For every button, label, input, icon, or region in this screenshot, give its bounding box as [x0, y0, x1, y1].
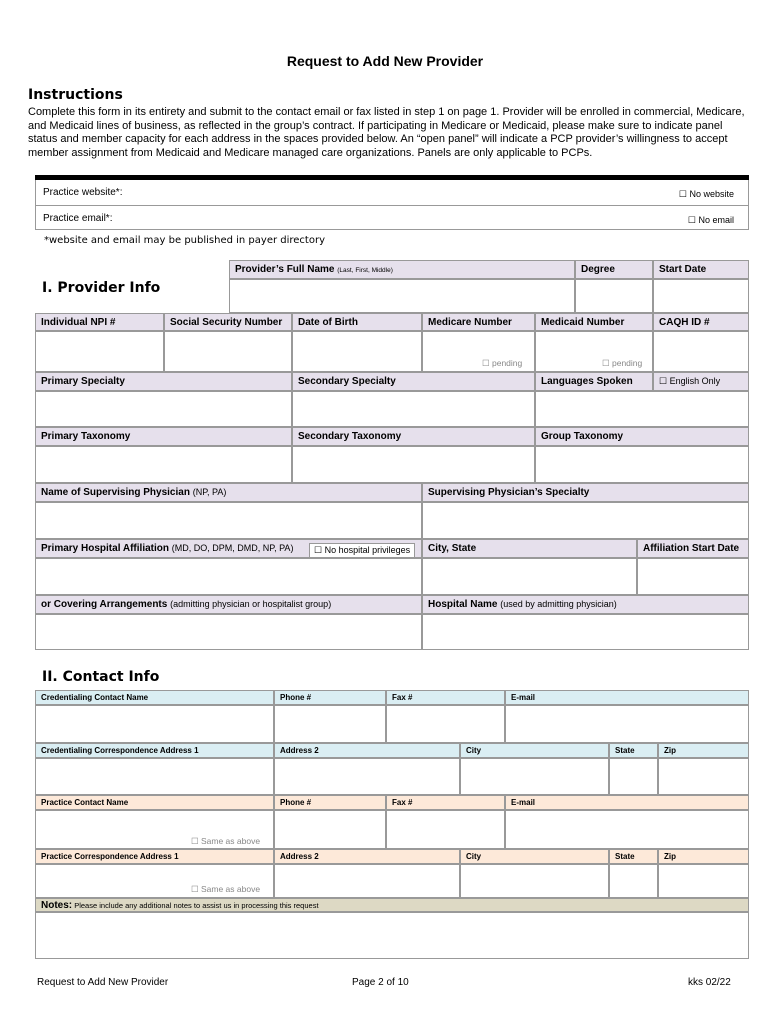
- practice-address-header: Practice Correspondence Address 1: [35, 849, 274, 864]
- no-email-checkbox[interactable]: ☐ No email: [687, 215, 734, 225]
- full-name-field[interactable]: [229, 279, 575, 313]
- hospital-name-field[interactable]: [422, 614, 749, 650]
- same-as-above-checkbox[interactable]: ☐ Same as above: [191, 836, 261, 846]
- cred-address-header: Credentialing Correspondence Address 1: [35, 743, 274, 758]
- notes-field[interactable]: [35, 912, 749, 959]
- same-as-above-label: Same as above: [200, 884, 261, 894]
- cred-city-header: City: [460, 743, 609, 758]
- practice-state-header: State: [609, 849, 658, 864]
- languages-field[interactable]: [535, 391, 749, 427]
- same-as-above-checkbox-2[interactable]: ☐ Same as above: [191, 884, 261, 894]
- practice-fax-field[interactable]: [386, 810, 505, 849]
- practice-email-header: E-mail: [505, 795, 749, 810]
- practice-website-label: Practice website*:: [43, 187, 123, 198]
- practice-website-row[interactable]: [36, 180, 748, 205]
- notes-header: Notes: Please include any additional notes to assist us in processing this request: [35, 898, 749, 912]
- primary-taxonomy-header: Primary Taxonomy: [35, 427, 292, 446]
- start-date-field[interactable]: [653, 279, 749, 313]
- no-website-checkbox[interactable]: ☐ No website: [678, 189, 734, 199]
- cred-fax-field[interactable]: [386, 705, 505, 743]
- covering-field[interactable]: [35, 614, 422, 650]
- affiliation-start-field[interactable]: [637, 558, 749, 595]
- supervising-name-field[interactable]: [35, 502, 422, 539]
- supervising-name-header: Name of Supervising Physician (NP, PA): [35, 483, 422, 502]
- hospital-affiliation-field[interactable]: [35, 558, 422, 595]
- group-taxonomy-header: Group Taxonomy: [535, 427, 749, 446]
- secondary-specialty-header: Secondary Specialty: [292, 372, 535, 391]
- practice-city-header: City: [460, 849, 609, 864]
- ssn-field[interactable]: [164, 331, 292, 372]
- email-header: E-mail: [505, 690, 749, 705]
- no-email-label: No email: [698, 215, 734, 225]
- languages-header: Languages Spoken: [535, 372, 653, 391]
- medicaid-header: Medicaid Number: [535, 313, 653, 331]
- primary-taxonomy-field[interactable]: [35, 446, 292, 483]
- practice-email-label: Practice email*:: [43, 213, 113, 224]
- primary-specialty-field[interactable]: [35, 391, 292, 427]
- fax-header: Fax #: [386, 690, 505, 705]
- directory-note: *website and email may be published in payer directory: [44, 235, 325, 246]
- supervising-specialty-field[interactable]: [422, 502, 749, 539]
- page-title: Request to Add New Provider: [286, 53, 484, 69]
- practice-phone-header: Phone #: [274, 795, 386, 810]
- affiliation-start-header: Affiliation Start Date: [637, 539, 749, 558]
- covering-header: or Covering Arrangements (admitting physician or hospitalist group): [35, 595, 422, 614]
- degree-field[interactable]: [575, 279, 653, 313]
- cred-contact-header: Credentialing Contact Name: [35, 690, 274, 705]
- ssn-header: Social Security Number: [164, 313, 292, 331]
- city-state-field[interactable]: [422, 558, 637, 595]
- practice-email-row[interactable]: [36, 205, 748, 230]
- secondary-taxonomy-field[interactable]: [292, 446, 535, 483]
- english-only-label: English Only: [669, 376, 721, 386]
- hospital-name-header: Hospital Name (used by admitting physician): [422, 595, 749, 614]
- group-taxonomy-field[interactable]: [535, 446, 749, 483]
- degree-header: Degree: [575, 260, 653, 279]
- footer-version: kks 02/22: [688, 977, 731, 988]
- medicare-pending-checkbox[interactable]: ☐ pending: [482, 358, 523, 368]
- english-only-checkbox[interactable]: ☐ English Only: [653, 372, 749, 391]
- practice-state-field[interactable]: [609, 864, 658, 898]
- npi-field[interactable]: [35, 331, 164, 372]
- cred-zip-header: Zip: [658, 743, 749, 758]
- practice-web-box: [35, 180, 749, 230]
- supervising-specialty-header: Supervising Physician’s Specialty: [422, 483, 749, 502]
- secondary-taxonomy-header: Secondary Taxonomy: [292, 427, 535, 446]
- practice-address2-field[interactable]: [274, 864, 460, 898]
- caqh-field[interactable]: [653, 331, 749, 372]
- cred-email-field[interactable]: [505, 705, 749, 743]
- city-state-header: City, State: [422, 539, 637, 558]
- practice-phone-field[interactable]: [274, 810, 386, 849]
- practice-city-field[interactable]: [460, 864, 609, 898]
- start-date-header: Start Date: [653, 260, 749, 279]
- contact-info-heading: II. Contact Info: [42, 669, 160, 685]
- dob-field[interactable]: [292, 331, 422, 372]
- medicare-header: Medicare Number: [422, 313, 535, 331]
- no-website-label: No website: [689, 189, 734, 199]
- cred-address2-field[interactable]: [274, 758, 460, 795]
- practice-email-field[interactable]: [505, 810, 749, 849]
- instructions-heading: Instructions: [28, 87, 123, 103]
- full-name-header: Provider’s Full Name (Last, First, Middle): [229, 260, 575, 279]
- footer-left: Request to Add New Provider: [37, 977, 169, 988]
- practice-zip-field[interactable]: [658, 864, 749, 898]
- secondary-specialty-field[interactable]: [292, 391, 535, 427]
- practice-zip-header: Zip: [658, 849, 749, 864]
- pending-label: pending: [491, 358, 523, 368]
- npi-header: Individual NPI #: [35, 313, 164, 331]
- provider-info-heading: I. Provider Info: [42, 280, 161, 296]
- medicaid-pending-checkbox[interactable]: ☐ pending: [602, 358, 643, 368]
- practice-address2-header: Address 2: [274, 849, 460, 864]
- instructions-body: Complete this form in its entirety and submit to the contact email or fax listed in step 1 on page 1. Provider will be enrolled in commercial, Medicare, and Medicaid lines of business, as reflected in the group’s contract. If participating in Medicare or Medicaid, please make sure to indicate panel status and member capacity for each address in the spaces provided below. An “open panel” will indicate a PCP provider’s willingness to accept member assignment from Medicaid and Medicare managed care organizations. Panels are only applicable to PCPs.: [28, 106, 745, 159]
- footer-page: Page 2 of 10: [352, 977, 409, 988]
- dob-header: Date of Birth: [292, 313, 422, 331]
- caqh-header: CAQH ID #: [653, 313, 749, 331]
- cred-address-field[interactable]: [35, 758, 274, 795]
- cred-state-header: State: [609, 743, 658, 758]
- cred-contact-field[interactable]: [35, 705, 274, 743]
- no-hospital-label: No hospital privileges: [324, 545, 411, 555]
- hospital-affiliation-header: Primary Hospital Affiliation (MD, DO, DPM, DMD, NP, PA): [35, 539, 422, 558]
- no-hospital-checkbox[interactable]: ☐ No hospital privileges: [309, 543, 415, 558]
- primary-specialty-header: Primary Specialty: [35, 372, 292, 391]
- cred-zip-field[interactable]: [658, 758, 749, 795]
- pending-label: pending: [611, 358, 643, 368]
- cred-address2-header: Address 2: [274, 743, 460, 758]
- practice-contact-header: Practice Contact Name: [35, 795, 274, 810]
- practice-fax-header: Fax #: [386, 795, 505, 810]
- cred-phone-field[interactable]: [274, 705, 386, 743]
- cred-state-field[interactable]: [609, 758, 658, 795]
- phone-header: Phone #: [274, 690, 386, 705]
- same-as-above-label: Same as above: [200, 836, 261, 846]
- cred-city-field[interactable]: [460, 758, 609, 795]
